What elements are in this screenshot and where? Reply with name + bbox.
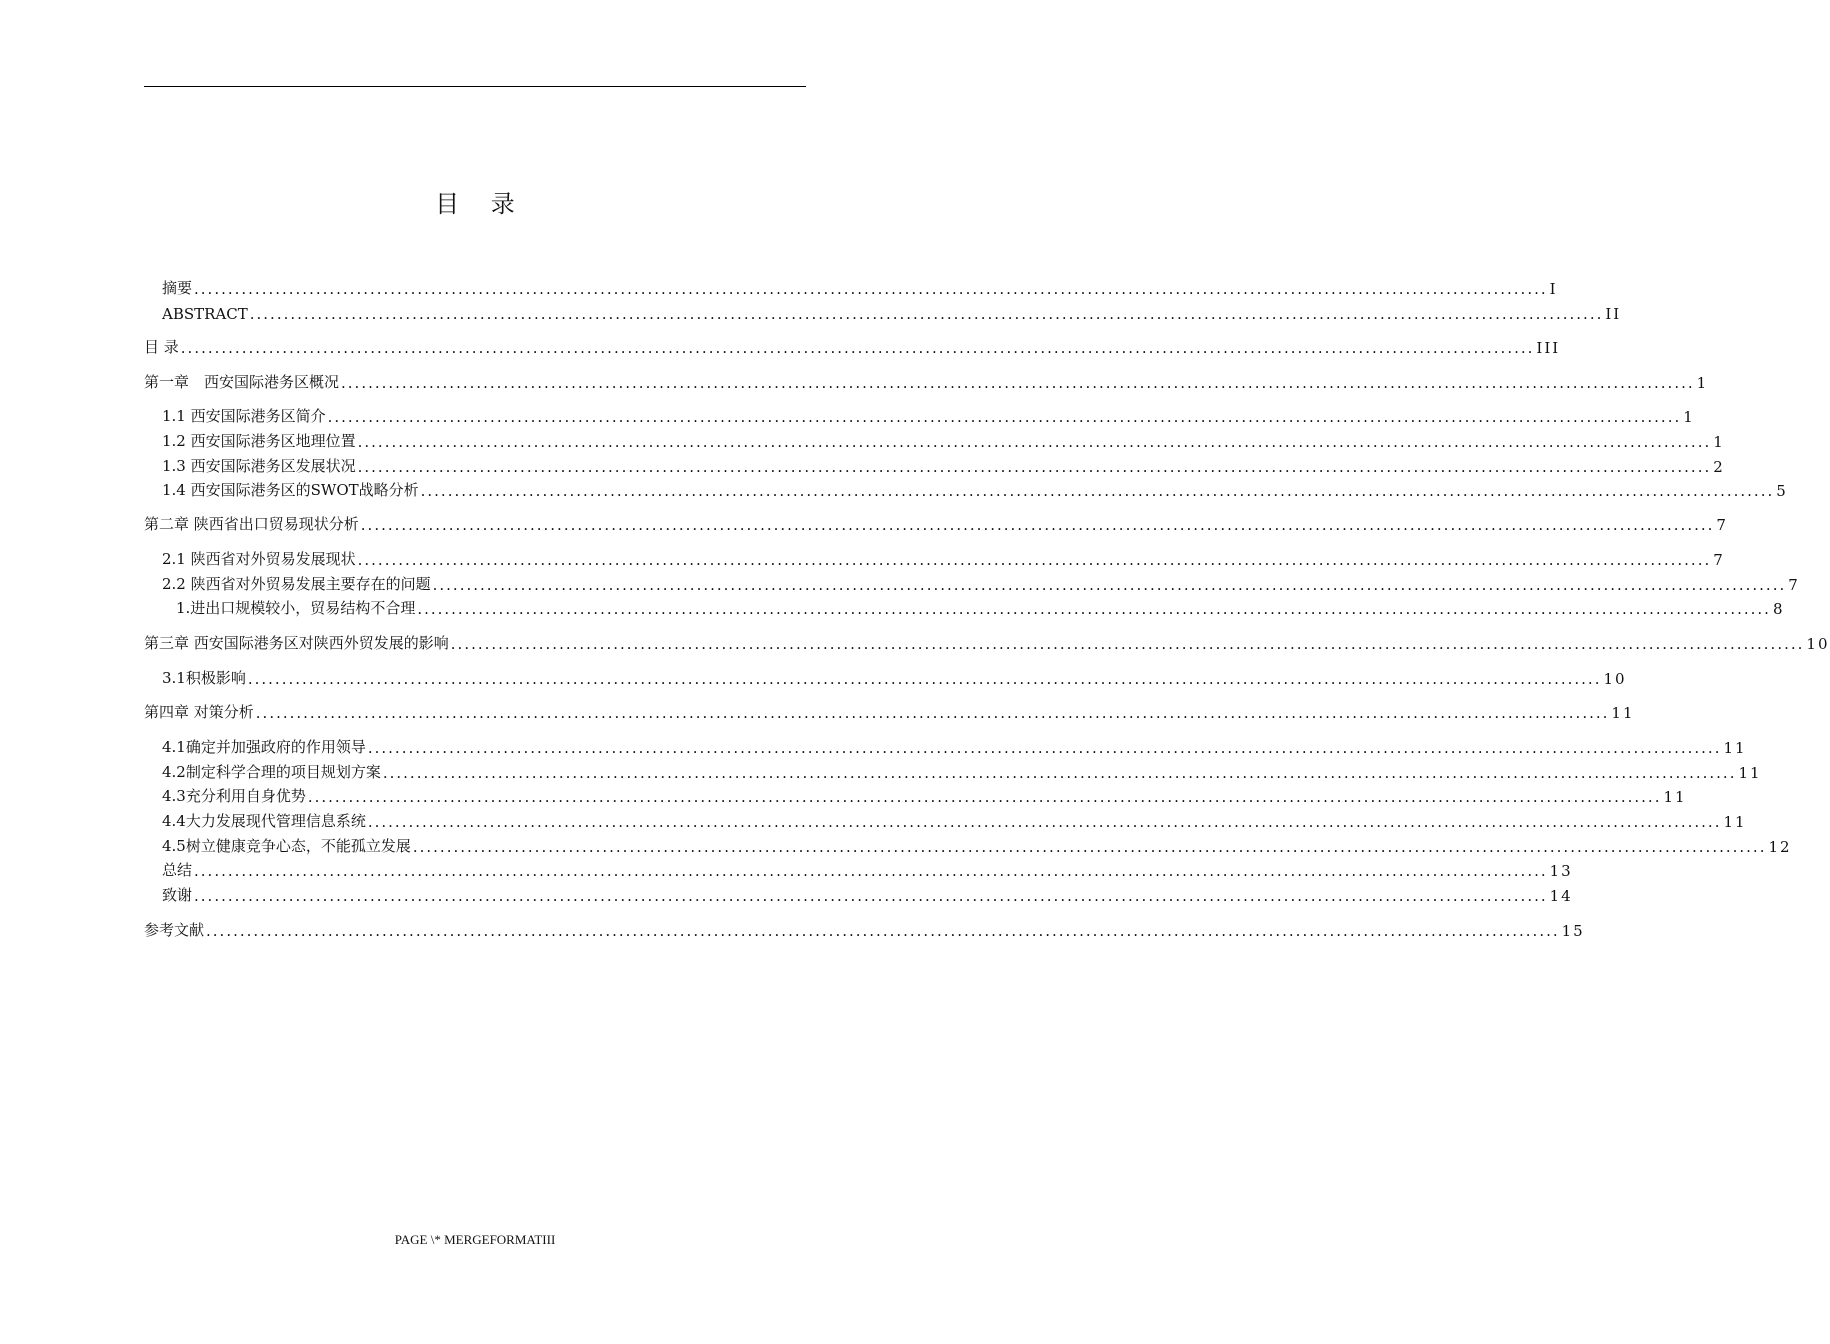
dot-leader: ........................................................................................................................................................................................................ bbox=[194, 280, 1548, 298]
toc-entry-page: 7 bbox=[1716, 516, 1728, 534]
dot-leader: ........................................................................................................................................................................................................ bbox=[367, 739, 1722, 757]
toc-entry[interactable] bbox=[144, 545, 1725, 569]
toc-entry-label: 4.3充分利用自身优势 bbox=[162, 787, 306, 805]
dot-leader: ........................................................................................................................................................................................................ bbox=[360, 516, 1715, 534]
toc-entry-label: 1.3 西安国际港务区发展状况 bbox=[162, 457, 356, 475]
toc-entry[interactable] bbox=[144, 807, 1747, 831]
toc-entry-page: 8 bbox=[1772, 600, 1785, 618]
toc-entry-label: 1.2 西安国际港务区地理位置 bbox=[162, 432, 356, 450]
toc-entry-page: 1 bbox=[1683, 408, 1695, 426]
toc-entry-page: 11 bbox=[1738, 764, 1762, 782]
toc-entry[interactable] bbox=[144, 881, 1573, 905]
toc-entry[interactable] bbox=[144, 333, 1561, 357]
toc-entry[interactable] bbox=[144, 274, 1558, 298]
dot-leader: ........................................................................................................................................................................................................ bbox=[327, 408, 1682, 426]
toc-entry-label: ABSTRACT bbox=[162, 305, 248, 323]
dot-leader: ........................................................................................................................................................................................................ bbox=[206, 922, 1560, 940]
toc-entry-label: 第一章 西安国际港务区概况 bbox=[144, 373, 340, 391]
toc-entry[interactable] bbox=[144, 570, 1800, 594]
toc-entry-page: 1 bbox=[1696, 374, 1709, 392]
toc-entry-page: II bbox=[1605, 305, 1622, 323]
toc-entry[interactable] bbox=[144, 368, 1709, 392]
toc-entry-label: 摘要 bbox=[162, 279, 193, 297]
page-footer: PAGE \* MERGEFORMATIII bbox=[394, 1232, 556, 1247]
toc-entry-label: 第四章 对策分析 bbox=[144, 703, 254, 721]
toc-entry-page: 15 bbox=[1561, 922, 1585, 940]
dot-leader: ........................................................................................................................................................................................................ bbox=[194, 887, 1548, 905]
toc-entry[interactable] bbox=[144, 664, 1627, 688]
toc-entry-page: 11 bbox=[1723, 739, 1747, 757]
toc-entry[interactable] bbox=[144, 594, 1785, 618]
toc-entry-label: 4.5树立健康竞争心态，不能孤立发展 bbox=[162, 837, 411, 855]
dot-leader: ........................................................................................................................................................................................................ bbox=[367, 813, 1722, 831]
toc-entry[interactable] bbox=[144, 629, 1830, 653]
dot-leader: ........................................................................................................................................................................................................ bbox=[417, 600, 1771, 618]
toc-entry[interactable] bbox=[144, 856, 1573, 880]
toc-entry[interactable] bbox=[144, 299, 1622, 323]
toc-entry-label: 目 录 bbox=[144, 338, 179, 356]
toc-entry-label: 1.进出口规模较小，贸易结构不合理 bbox=[176, 599, 416, 617]
toc-entry-page: 12 bbox=[1768, 838, 1792, 856]
dot-leader: ........................................................................................................................................................................................................ bbox=[420, 482, 1775, 500]
dot-leader: ........................................................................................................................................................................................................ bbox=[357, 433, 1712, 451]
toc-entry-page: 11 bbox=[1611, 704, 1635, 722]
toc-entry-label: 2.2 陕西省对外贸易发展主要存在的问题 bbox=[162, 575, 431, 593]
dot-leader: ........................................................................................................................................................................................................ bbox=[247, 670, 1602, 688]
toc-entry-label: 总结 bbox=[162, 861, 193, 879]
toc-entry-label: 第二章 陕西省出口贸易现状分析 bbox=[144, 515, 359, 533]
toc-entry-label: 1.1 西安国际港务区简介 bbox=[162, 407, 326, 425]
dot-leader: ........................................................................................................................................................................................................ bbox=[249, 305, 1604, 323]
header-rule bbox=[144, 86, 806, 87]
toc-entry-page: 1 bbox=[1713, 433, 1725, 451]
toc-entry-page: 11 bbox=[1723, 813, 1747, 831]
toc-entry-page: 2 bbox=[1713, 458, 1725, 476]
toc-entry[interactable] bbox=[144, 782, 1687, 806]
toc-entry[interactable] bbox=[144, 402, 1695, 426]
dot-leader: ........................................................................................................................................................................................................ bbox=[357, 551, 1712, 569]
dot-leader: ........................................................................................................................................................................................................ bbox=[357, 458, 1712, 476]
toc-entry[interactable] bbox=[144, 427, 1725, 451]
toc-entry-label: 致谢 bbox=[162, 886, 193, 904]
toc-entry-label: 第三章 西安国际港务区对陕西外贸发展的影响 bbox=[144, 634, 449, 652]
toc-entry-page: 10 bbox=[1603, 670, 1627, 688]
dot-leader: ........................................................................................................................................................................................................ bbox=[432, 576, 1787, 594]
toc-entry-page: 10 bbox=[1806, 635, 1830, 653]
dot-leader: ........................................................................................................................................................................................................ bbox=[255, 704, 1610, 722]
toc-entry-label: 4.2制定科学合理的项目规划方案 bbox=[162, 763, 381, 781]
toc-entry-label: 4.1确定并加强政府的作用领导 bbox=[162, 738, 366, 756]
toc-entry-page: 14 bbox=[1549, 887, 1573, 905]
dot-leader: ........................................................................................................................................................................................................ bbox=[341, 374, 1695, 392]
toc-entry[interactable] bbox=[144, 476, 1788, 500]
toc-entry-page: 7 bbox=[1713, 551, 1725, 569]
toc-entry-page: 11 bbox=[1663, 788, 1687, 806]
toc-entry-label: 4.4大力发展现代管理信息系统 bbox=[162, 812, 366, 830]
dot-leader: ........................................................................................................................................................................................................ bbox=[194, 862, 1548, 880]
toc-entry-page: III bbox=[1536, 339, 1561, 357]
toc-entry[interactable] bbox=[144, 510, 1728, 534]
toc-entry-label: 2.1 陕西省对外贸易发展现状 bbox=[162, 550, 356, 568]
dot-leader: ........................................................................................................................................................................................................ bbox=[180, 339, 1535, 357]
toc-entry-page: I bbox=[1549, 280, 1558, 298]
toc-entry-page: 7 bbox=[1788, 576, 1800, 594]
toc-entry[interactable] bbox=[144, 733, 1747, 757]
dot-leader: ........................................................................................................................................................................................................ bbox=[450, 635, 1805, 653]
dot-leader: ........................................................................................................................................................................................................ bbox=[307, 788, 1662, 806]
dot-leader: ........................................................................................................................................................................................................ bbox=[412, 838, 1767, 856]
toc-entry[interactable] bbox=[144, 916, 1585, 940]
toc-entry[interactable] bbox=[144, 758, 1762, 782]
toc-entry-page: 5 bbox=[1776, 482, 1788, 500]
toc-entry-label: 参考文献 bbox=[144, 921, 205, 939]
toc-entry[interactable] bbox=[144, 698, 1635, 722]
toc-entry-label: 3.1积极影响 bbox=[162, 669, 246, 687]
dot-leader: ........................................................................................................................................................................................................ bbox=[382, 764, 1737, 782]
toc-entry[interactable] bbox=[144, 832, 1792, 856]
toc-entry-page: 13 bbox=[1549, 862, 1573, 880]
toc-entry-label: 1.4 西安国际港务区的SWOT战略分析 bbox=[162, 481, 419, 499]
page-title: 目 录 bbox=[435, 190, 527, 218]
toc-entry[interactable] bbox=[144, 452, 1725, 476]
